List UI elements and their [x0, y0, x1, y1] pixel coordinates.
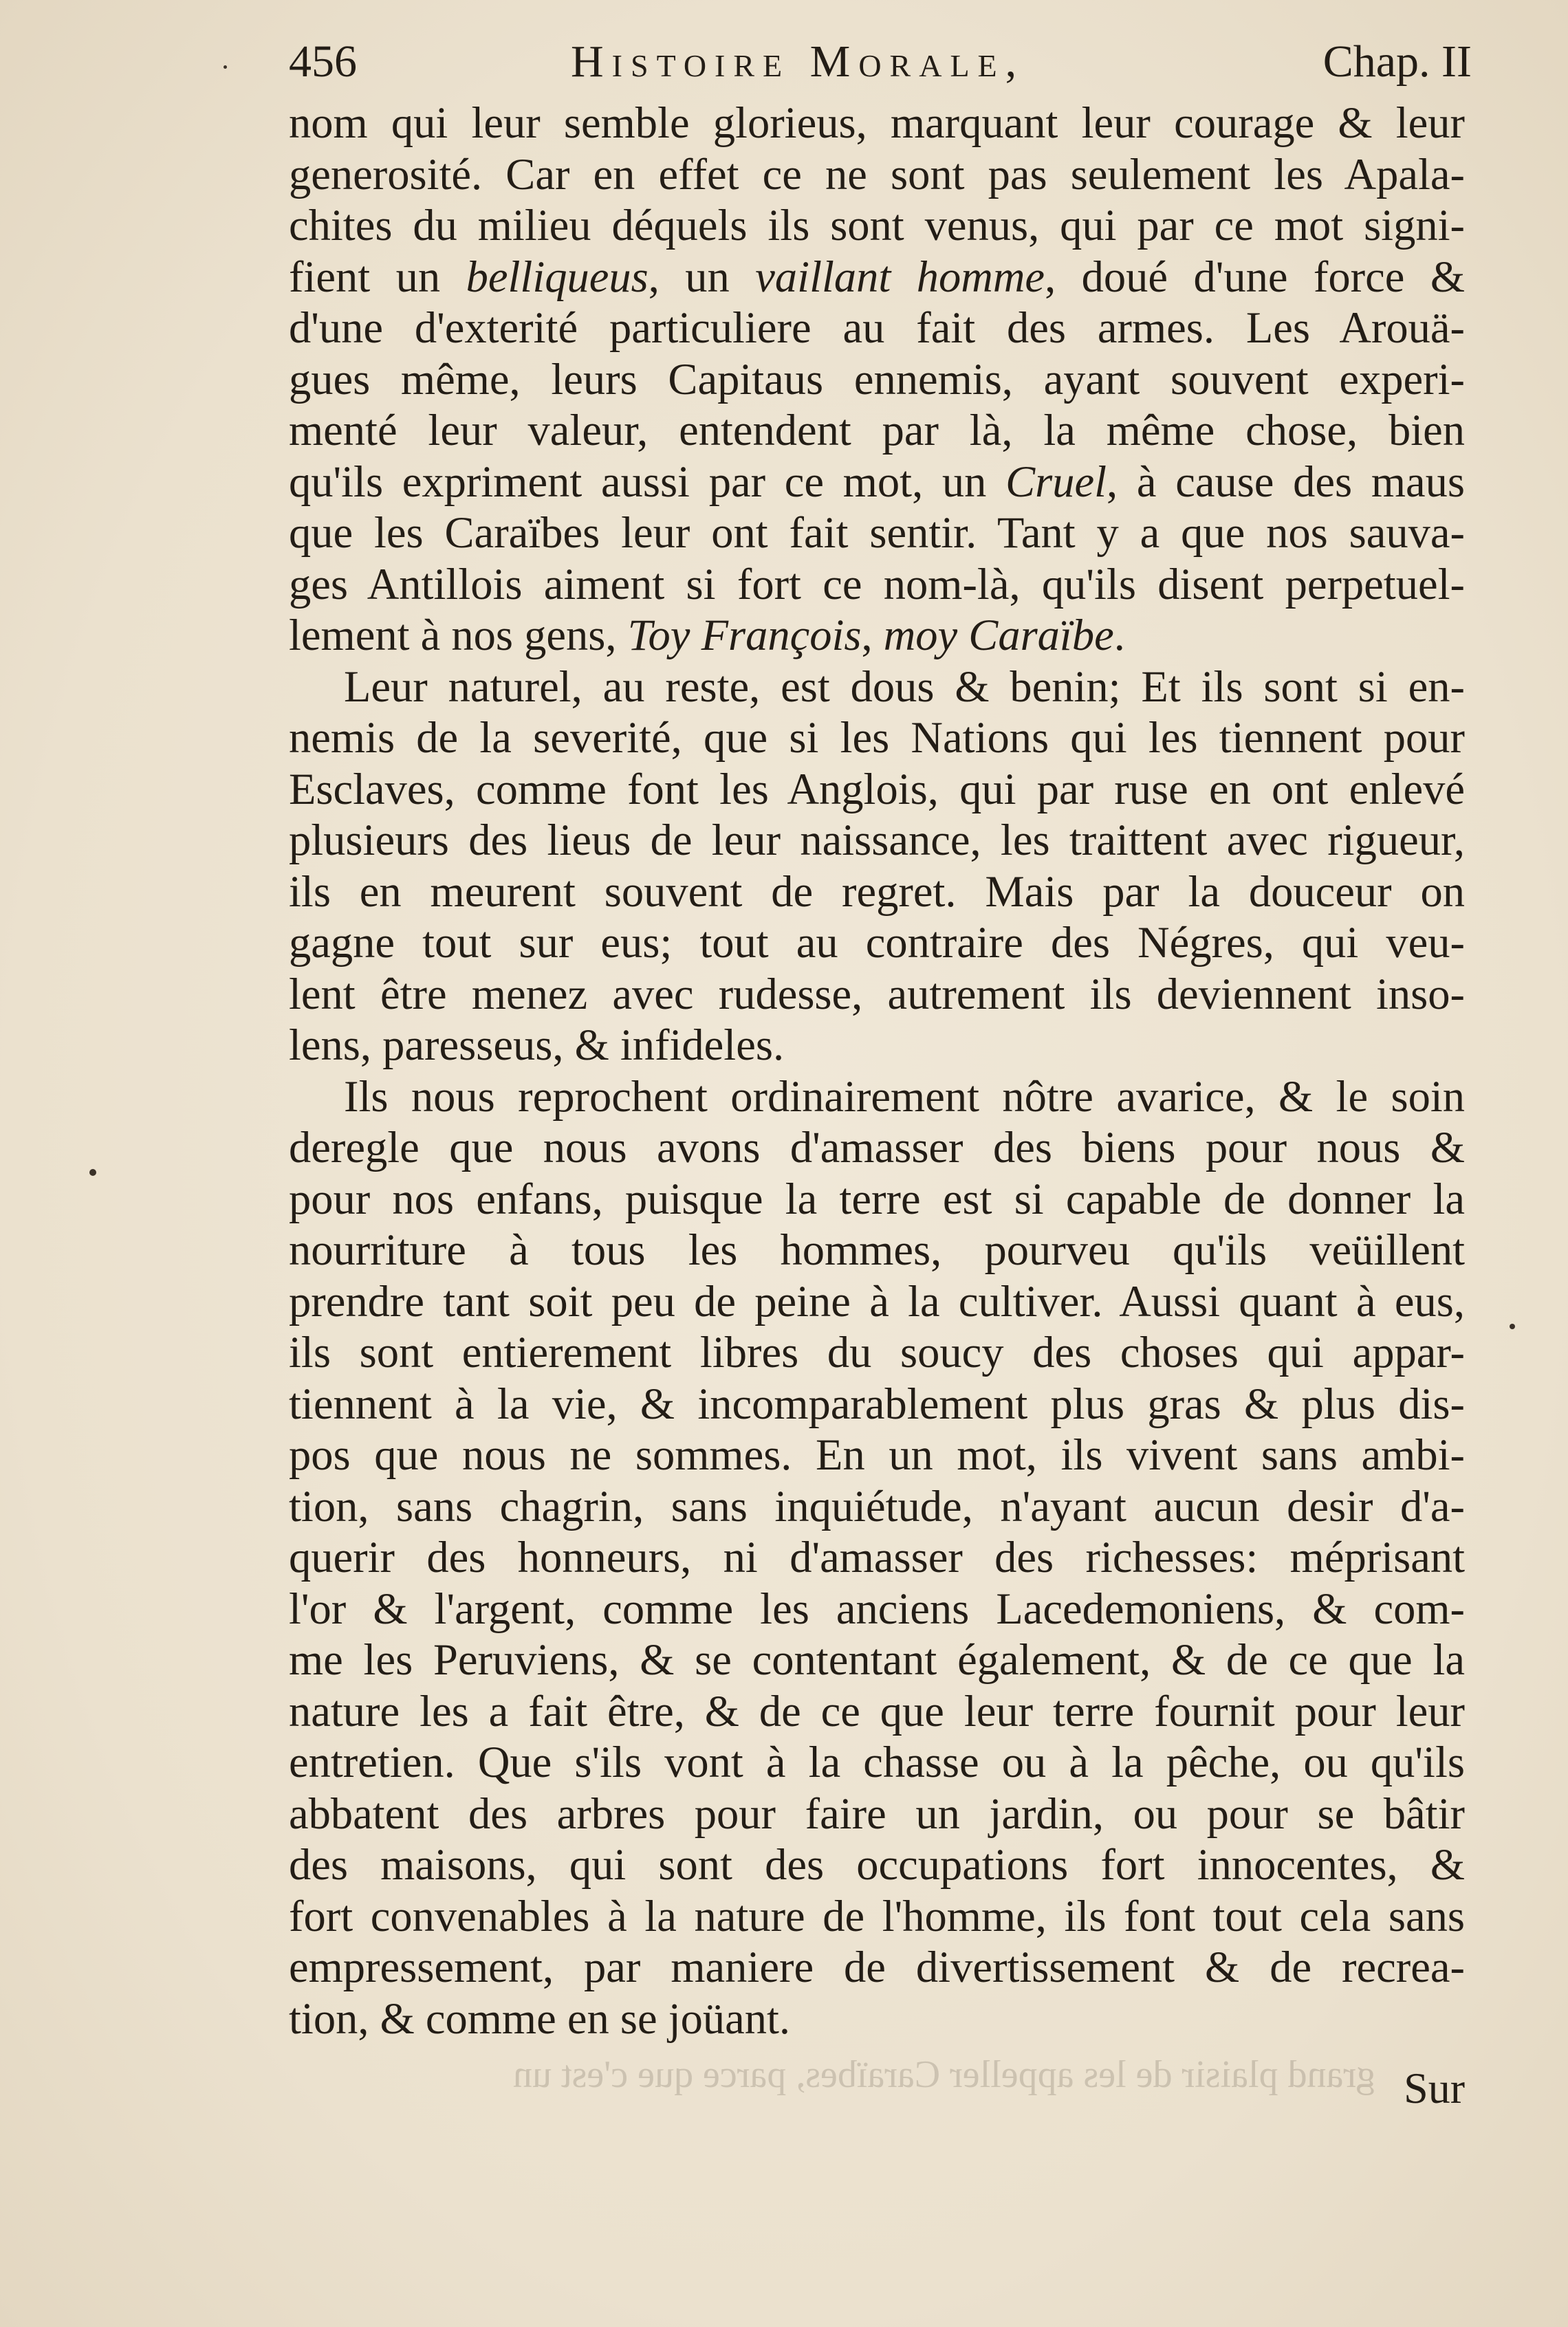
text-line: generosité. Car en effet ce ne sont pas seulement les Apala- [289, 149, 1465, 199]
text-line: nourriture à tous les hommes, pourveu qu'ils veüillent [289, 1225, 1465, 1274]
ink-speck [224, 65, 227, 69]
text-line: tiennent à la vie, & incomparablement plus gras & plus dis- [289, 1379, 1465, 1428]
paragraph-end-line: tion, & comme en se joüant. [289, 1993, 791, 2043]
text-line: tion, sans chagrin, sans inquiétude, n'ayant aucun desir d'a- [289, 1481, 1465, 1531]
text-line: entretien. Que s'ils vont à la chasse ou à la pêche, ou qu'ils [289, 1738, 1465, 1787]
bleed-through-text: grand plaisir de les appeller Caraïbes, parce que c'est un [512, 2053, 1375, 2096]
running-head: Histoire Morale, [571, 36, 1025, 87]
text-line: me les Peruviens, & se contentant également, & de ce que la [289, 1635, 1465, 1684]
paragraph-first-line: Ils nous reprochent ordinairement nôtre avarice, & le soin [344, 1071, 1465, 1121]
paragraph-first-line: Leur naturel, au reste, est dous & benin; Et ils sont si en- [344, 662, 1465, 711]
text-line: nature les a fait être, & de ce que leur terre fournit pour leur [289, 1686, 1465, 1736]
paragraph-end-line: lens, paresseus, & infideles. [289, 1020, 785, 1069]
text-line: nemis de la severité, que si les Nations qui les tiennent pour [289, 713, 1465, 762]
text-line: prendre tant soit peu de peine à la cultiver. Aussi quant à eus, [289, 1276, 1465, 1326]
text-line: que les Caraïbes leur ont fait sentir. Tant y a que nos sauva- [289, 508, 1465, 557]
ink-speck [89, 1169, 96, 1176]
catchword: Sur [1404, 2064, 1465, 2112]
text-line: fient un belliqueus, un vaillant homme, doué d'une force & [289, 252, 1465, 301]
text-line: empressement, par maniere de divertissement & de recrea- [289, 1943, 1465, 1991]
text-line: ils sont entierement libres du soucy des choses qui appar- [289, 1328, 1465, 1377]
text-line: gagne tout sur eus; tout au contraire des Négres, qui veu- [289, 918, 1465, 967]
page-number: 456 [289, 36, 357, 87]
text-line: gues même, leurs Capitaus ennemis, ayant souvent experi- [289, 354, 1465, 404]
text-line: querir des honneurs, ni d'amasser des richesses: méprisant [289, 1533, 1465, 1582]
page-header [289, 28, 1472, 96]
paragraph-end-line: lement à nos gens, Toy François, moy Caraïbe. [289, 611, 1125, 659]
text-line: menté leur valeur, entendent par là, la même chose, bien [289, 406, 1465, 455]
text-line: chites du milieu déquels ils sont venus, qui par ce mot signi- [289, 201, 1465, 250]
text-line: pour nos enfans, puisque la terre est si capable de donner la [289, 1174, 1465, 1223]
text-line: l'or & l'argent, comme les anciens Lacedemoniens, & com- [289, 1584, 1465, 1633]
text-line: ils en meurent souvent de regret. Mais par la douceur on [289, 866, 1465, 916]
text-line: d'une d'exterité particuliere au fait des armes. Les Arouä- [289, 303, 1465, 352]
text-line: qu'ils expriment aussi par ce mot, un Cruel, à cause des maus [289, 457, 1465, 506]
text-line: deregle que nous avons d'amasser des biens pour nous & [289, 1123, 1465, 1172]
text-line: des maisons, qui sont des occupations fort innocentes, & [289, 1840, 1465, 1889]
text-line: lent être menez avec rudesse, autrement ils deviennent inso- [289, 969, 1465, 1018]
text-line: ges Antillois aiment si fort ce nom-là, qu'ils disent perpetuel- [289, 559, 1465, 609]
text-line: abbatent des arbres pour faire un jardin, ou pour se bâtir [289, 1789, 1465, 1838]
text-line: Esclaves, comme font les Anglois, qui par ruse en ont enlevé [289, 764, 1465, 813]
text-line: pos que nous ne sommes. En un mot, ils vivent sans ambi- [289, 1430, 1465, 1479]
text-line: plusieurs des lieus de leur naissance, les traittent avec rigueur, [289, 816, 1465, 864]
body-text [289, 98, 1465, 2044]
chapter-label: Chap. II [1322, 36, 1472, 87]
text-line: nom qui leur semble glorieus, marquant leur courage & leur [289, 98, 1465, 147]
ink-speck [1510, 1324, 1515, 1329]
text-line: fort convenables à la nature de l'homme, ils font tout cela sans [289, 1891, 1465, 1941]
